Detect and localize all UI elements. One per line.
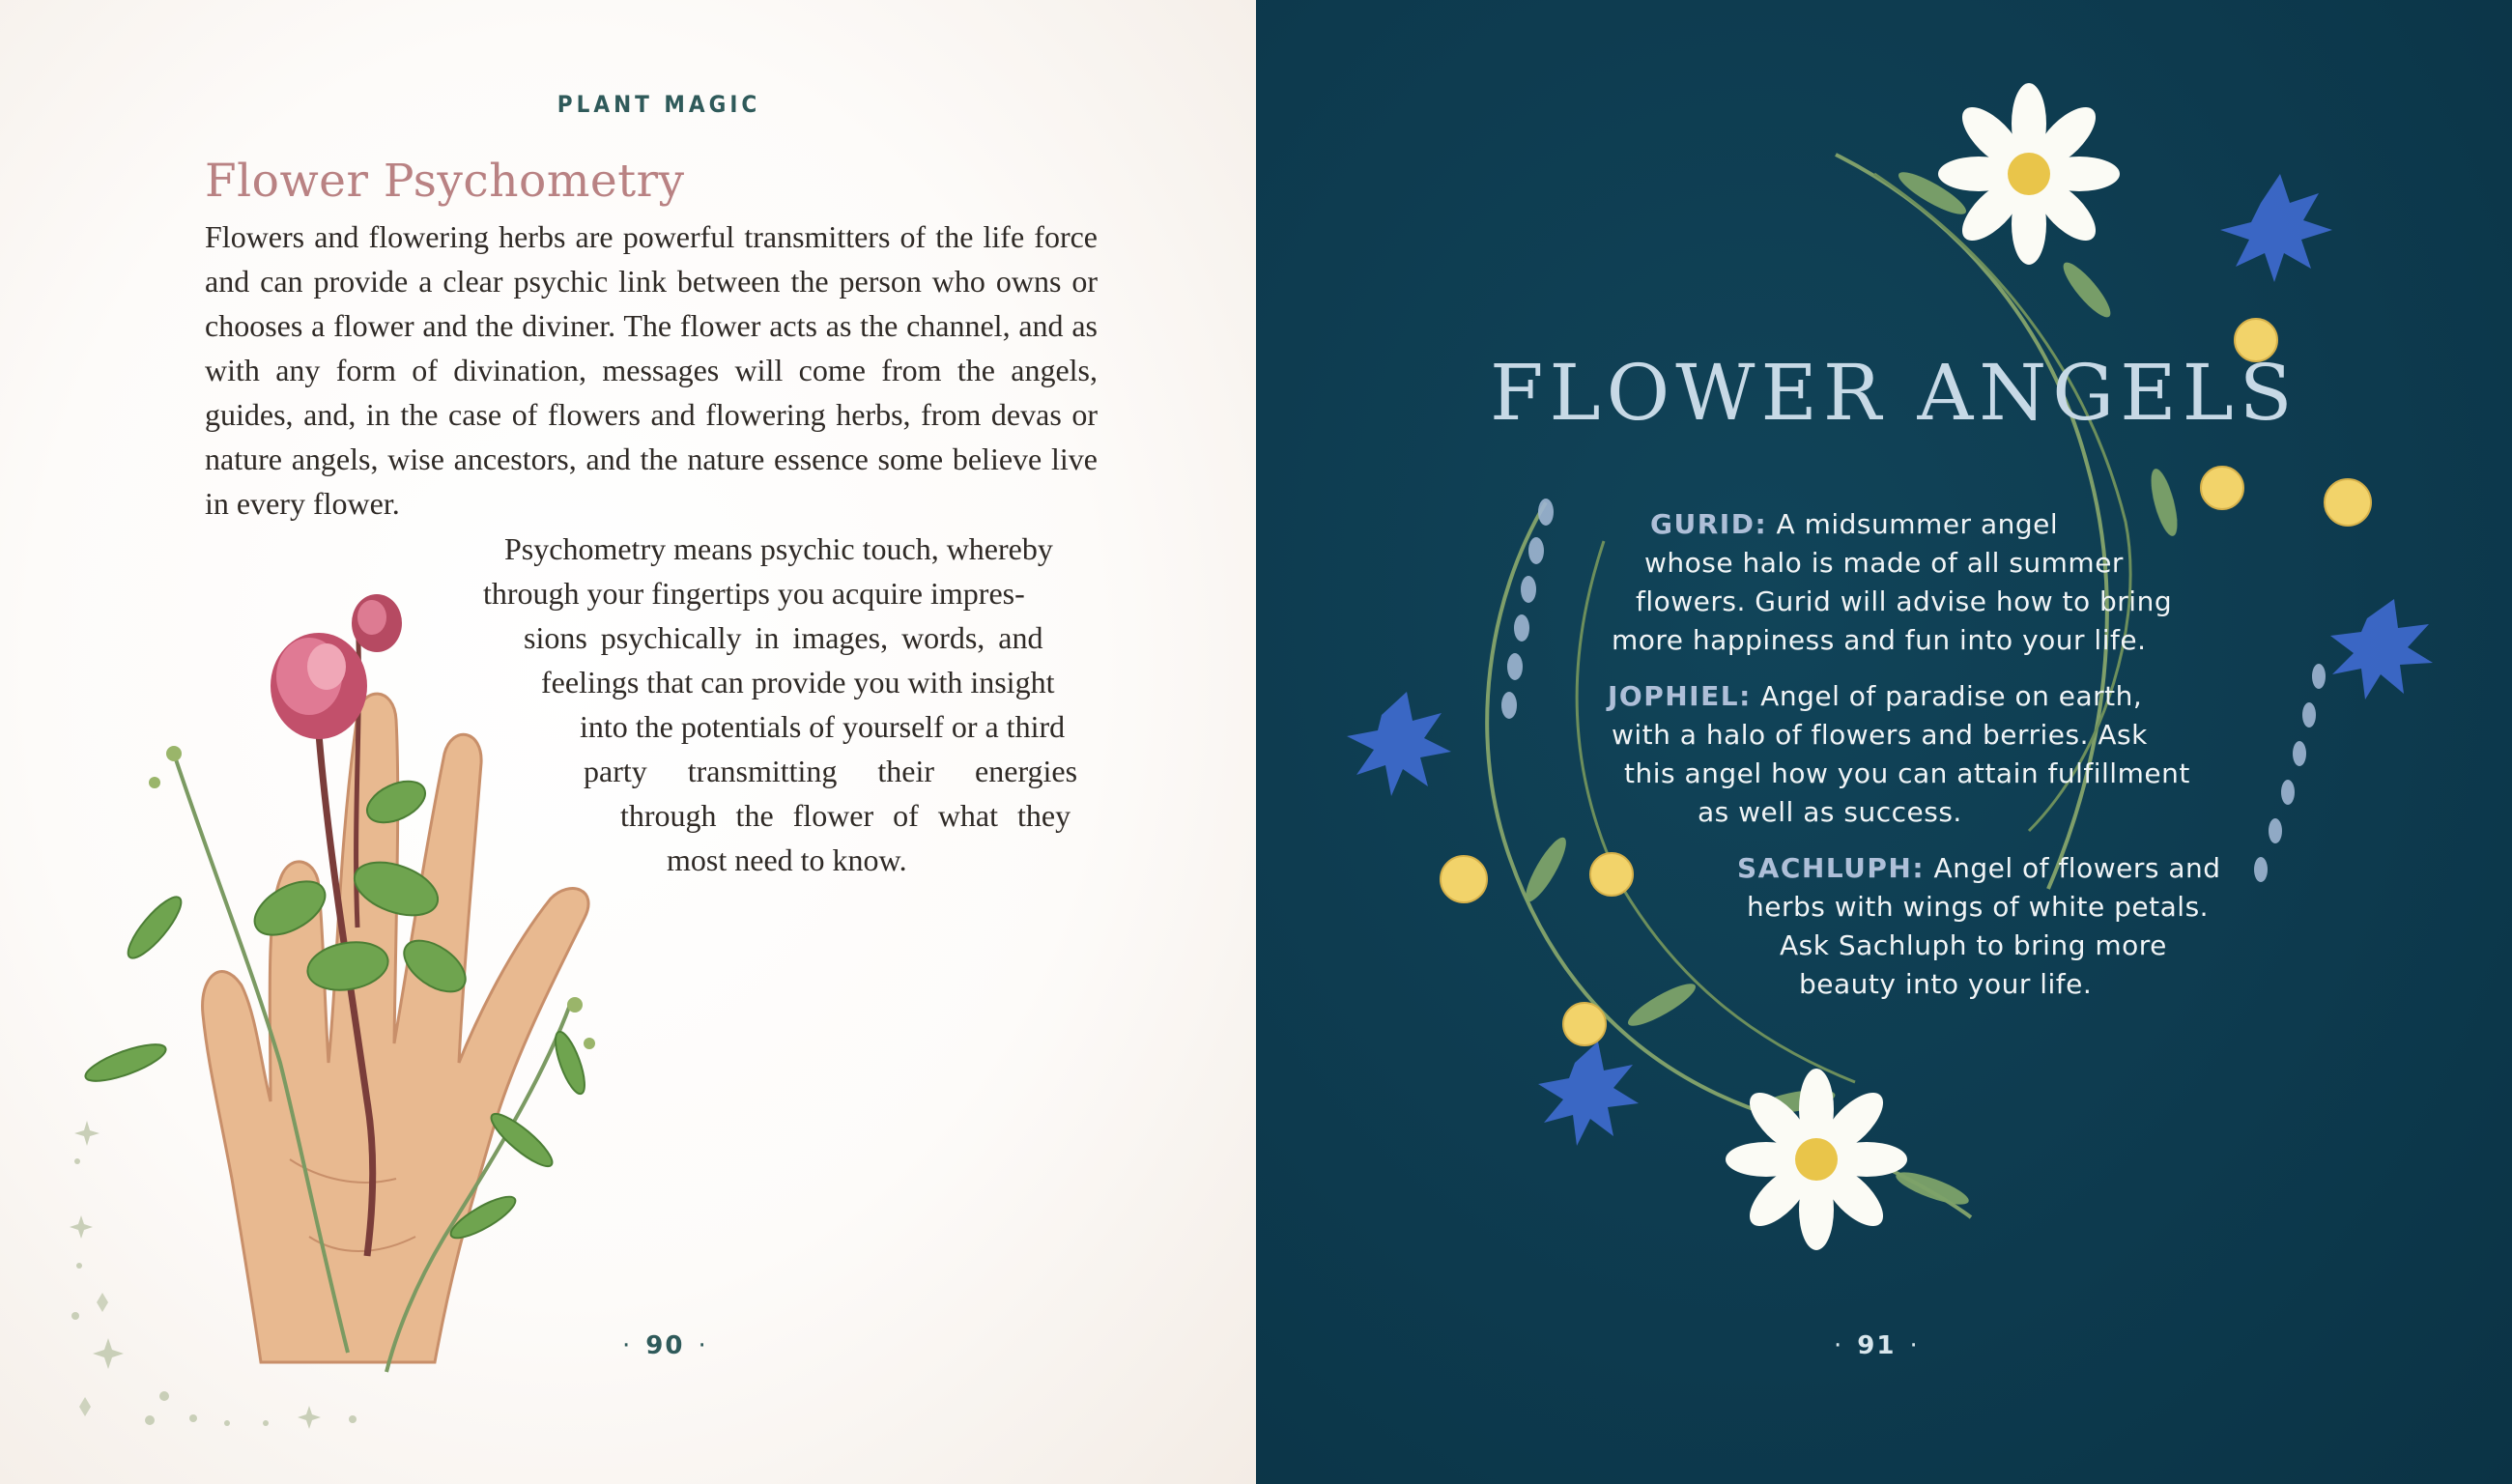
daisy-bottom: [1726, 1069, 1907, 1250]
sparkle-stars-icon: [58, 1101, 386, 1440]
paragraph-line: into the potentials of yourself or a third: [580, 709, 1066, 744]
angel-name: GURID:: [1650, 508, 1768, 540]
clover-flower: [271, 633, 367, 739]
angel-name: SACHLUPH:: [1737, 852, 1926, 884]
angel-text-line: as well as success.: [1698, 796, 1962, 828]
paragraph-line: sions psychically in images, words, and: [524, 620, 1043, 655]
angel-text-line: Angel of flowers and: [1933, 852, 2221, 884]
angel-text-line: with a halo of flowers and berries. Ask: [1612, 719, 2148, 751]
angel-text-line: A midsummer angel: [1776, 508, 2059, 540]
angel-text-line: herbs with wings of white petals.: [1747, 891, 2210, 923]
angel-entry-sachluph: [1737, 852, 2221, 884]
clover-bud: [352, 594, 402, 652]
flower-angels-title: FLOWER ANGELS: [1490, 348, 2298, 438]
right-page: [1256, 0, 2512, 1484]
folio-number: 91: [1857, 1331, 1897, 1360]
paragraph-line: most need to know.: [667, 842, 907, 877]
angel-name: JOPHIEL:: [1608, 680, 1752, 712]
daisy-top: [1938, 83, 2120, 265]
paragraph-line: party transmitting their energies: [584, 754, 1078, 788]
folio-number: 90: [645, 1331, 685, 1360]
page-number-left: · 90 ·: [622, 1331, 708, 1360]
angel-entry-jophiel: [1608, 680, 2142, 712]
paragraph-line: through your fingertips you acquire impres-: [483, 576, 1025, 611]
angel-text-line: whose halo is made of all summer: [1644, 547, 2124, 579]
paragraph-line: feelings that can provide you with insight: [541, 665, 1055, 699]
angel-text-line: more happiness and fun into your life.: [1612, 624, 2147, 656]
section-title: Flower Psychometry: [205, 155, 685, 208]
angel-text-line: Angel of paradise on earth,: [1760, 680, 2143, 712]
angel-text-line: flowers. Gurid will advise how to bring: [1636, 585, 2173, 617]
angel-text-line: Ask Sachluph to bring more: [1780, 929, 2167, 961]
paragraph-text: Flowers and flowering herbs are powerful transmitters of the life force and can provide a clear psychic link between the person who owns or chooses a flower and the diviner. The flower acts as the channel, and as with any form of divination, messages will come from the angels, guides, and, in the case of flowers and flowering herbs, from devas or nature angels, wise ancestors, and the nature essence some believe live in every flower.: [205, 219, 1098, 521]
angel-entry-gurid: [1650, 508, 2058, 540]
intro-paragraph: [205, 214, 1098, 526]
running-head: PLANT MAGIC: [557, 91, 761, 118]
angel-text-line: this angel how you can attain fulfillment: [1624, 757, 2190, 789]
paragraph-line: Psychometry means psychic touch, whereby: [504, 531, 1053, 566]
paragraph-line: through the flower of what they: [620, 798, 1071, 833]
page-number-right: · 91 ·: [1834, 1331, 1920, 1360]
angel-text-line: beauty into your life.: [1799, 968, 2093, 1000]
